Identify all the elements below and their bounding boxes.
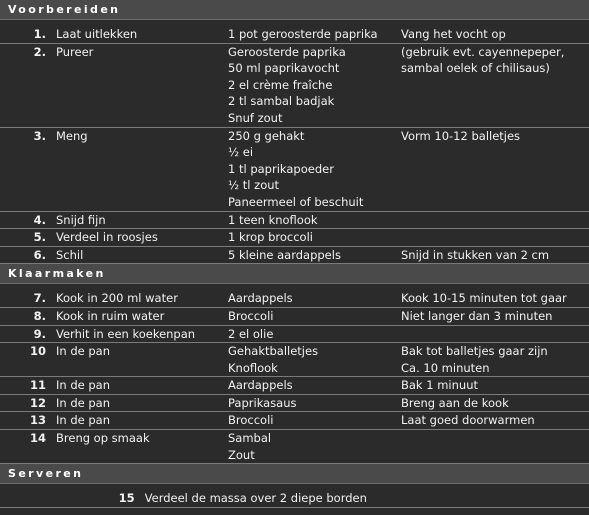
ingredient-line: 2 el olie bbox=[228, 326, 274, 341]
ingredient-line: 1 pot geroosterde paprika bbox=[228, 27, 378, 41]
note-line: Niet langer dan 3 minuten bbox=[401, 308, 553, 323]
step-number: 14 bbox=[29, 431, 46, 446]
step-notes bbox=[401, 211, 589, 229]
section-header: Serveren bbox=[0, 464, 589, 484]
step-action: Kook in 200 ml water bbox=[56, 291, 178, 306]
step-notes bbox=[401, 325, 589, 343]
step-row bbox=[0, 377, 589, 395]
step-ingredients bbox=[228, 430, 401, 464]
step-row bbox=[0, 430, 589, 464]
note-line: Bak tot balletjes gaar zijn bbox=[401, 344, 548, 359]
ingredient-line: Broccoli bbox=[228, 308, 274, 323]
note-line: Ca. 10 minuten bbox=[401, 360, 490, 375]
step-ingredients bbox=[228, 127, 401, 211]
step-action: In de pan bbox=[56, 413, 111, 428]
section-header: Klaarmaken bbox=[0, 264, 589, 284]
step-row bbox=[0, 229, 589, 247]
note-line: Vang het vocht op bbox=[401, 27, 506, 41]
step-action: Laat uitlekken bbox=[56, 27, 138, 41]
steps-table bbox=[0, 290, 589, 464]
step-ingredients bbox=[228, 290, 401, 307]
step-number: 1. bbox=[33, 27, 46, 41]
step-ingredients bbox=[228, 26, 401, 43]
step-number: 3. bbox=[33, 128, 46, 143]
step-notes bbox=[401, 229, 589, 247]
steps-table bbox=[0, 26, 589, 264]
note-line: Snijd in stukken van 2 cm bbox=[401, 247, 550, 262]
step-number: 12 bbox=[29, 395, 46, 410]
ingredient-line: Aardappels bbox=[228, 378, 293, 393]
step-row bbox=[0, 127, 589, 211]
ingredient-line: Broccoli bbox=[228, 413, 274, 428]
step-ingredients bbox=[228, 229, 401, 247]
step-ingredients bbox=[228, 343, 401, 377]
step-number: 7. bbox=[33, 291, 46, 306]
step-action: Pureer bbox=[56, 44, 94, 59]
step-ingredients bbox=[228, 307, 401, 325]
note-line: (gebruik evt. cayennepeper, bbox=[401, 44, 565, 59]
step-row bbox=[0, 246, 589, 264]
ingredient-line: 1 krop broccoli bbox=[228, 230, 313, 245]
step-action: In de pan bbox=[56, 395, 111, 410]
step-number: 11 bbox=[29, 378, 46, 393]
step-number: 9. bbox=[33, 326, 46, 341]
step-notes bbox=[401, 26, 589, 43]
note-line: Kook 10-15 minuten tot gaar bbox=[401, 291, 567, 306]
step-number: 8. bbox=[33, 308, 46, 323]
ingredient-line: Zout bbox=[228, 447, 255, 462]
step-row bbox=[0, 307, 589, 325]
step-notes bbox=[401, 430, 589, 464]
ingredient-line: Aardappels bbox=[228, 291, 293, 306]
ingredient-line: 2 el crème fraîche bbox=[228, 77, 333, 92]
ingredient-line: Sambal bbox=[228, 431, 272, 446]
step-notes bbox=[401, 290, 589, 307]
step-number: 13 bbox=[29, 413, 46, 428]
step-action: Schil bbox=[56, 247, 84, 262]
ingredient-line: Paprikasaus bbox=[228, 395, 297, 410]
ingredient-line: Snuf zout bbox=[228, 110, 283, 125]
step-notes bbox=[401, 343, 589, 377]
ingredient-line: Geroosterde paprika bbox=[228, 44, 346, 59]
ingredient-line: 5 kleine aardappels bbox=[228, 247, 341, 262]
ingredient-line: ½ tl zout bbox=[228, 178, 280, 193]
step-row bbox=[0, 26, 589, 43]
step-ingredients bbox=[228, 43, 401, 127]
step-row bbox=[0, 211, 589, 229]
step-ingredients bbox=[228, 246, 401, 264]
step-action: In de pan bbox=[56, 378, 111, 393]
step-notes bbox=[401, 307, 589, 325]
step-ingredients bbox=[228, 412, 401, 430]
step-action: Verdeel de massa over 2 diepe borden bbox=[144, 491, 367, 506]
ingredient-line: 250 g gehakt bbox=[228, 128, 305, 143]
step-action: Kook in ruim water bbox=[56, 308, 165, 323]
step-number: 6. bbox=[33, 247, 46, 262]
step-row bbox=[0, 290, 589, 307]
step-ingredients bbox=[228, 211, 401, 229]
section-header: Voorbereiden bbox=[0, 0, 589, 20]
step-notes bbox=[401, 127, 589, 211]
step-row bbox=[0, 490, 589, 507]
note-line: Bak 1 minuut bbox=[401, 378, 478, 393]
note-line: Laat goed doorwarmen bbox=[401, 413, 535, 428]
ingredient-line: 50 ml paprikavocht bbox=[228, 61, 340, 76]
step-notes bbox=[401, 394, 589, 412]
step-action: Verhit in een koekenpan bbox=[56, 326, 196, 341]
step-row bbox=[0, 412, 589, 430]
ingredient-line: 2 tl sambal badjak bbox=[228, 94, 335, 109]
step-row bbox=[0, 343, 589, 377]
ingredient-line: Knoflook bbox=[228, 360, 278, 375]
step-notes bbox=[401, 377, 589, 395]
step-ingredients bbox=[228, 394, 401, 412]
step-ingredients bbox=[228, 325, 401, 343]
step-number: 15 bbox=[118, 491, 135, 506]
note-line: sambal oelek of chilisaus) bbox=[401, 61, 550, 76]
step-notes bbox=[401, 43, 589, 127]
ingredient-line: ½ ei bbox=[228, 145, 254, 160]
step-action: Snijd fijn bbox=[56, 212, 106, 227]
ingredient-line: Gehaktballetjes bbox=[228, 344, 319, 359]
ingredient-line: 1 tl paprikapoeder bbox=[228, 161, 334, 176]
steps-table bbox=[0, 490, 589, 508]
step-action: Meng bbox=[56, 128, 88, 143]
step-row bbox=[0, 394, 589, 412]
step-action: Verdeel in roosjes bbox=[56, 230, 158, 245]
step-action: In de pan bbox=[56, 344, 111, 359]
step-row bbox=[0, 43, 589, 127]
step-notes bbox=[401, 412, 589, 430]
step-number: 2. bbox=[33, 44, 46, 59]
step-number: 5. bbox=[33, 230, 46, 245]
step-notes bbox=[401, 246, 589, 264]
step-action: Breng op smaak bbox=[56, 431, 150, 446]
ingredient-line: Paneermeel of beschuit bbox=[228, 194, 364, 209]
ingredient-line: 1 teen knoflook bbox=[228, 212, 318, 227]
step-number: 4. bbox=[33, 212, 46, 227]
step-number: 10 bbox=[29, 344, 46, 359]
step-row bbox=[0, 325, 589, 343]
note-line: Breng aan de kook bbox=[401, 395, 509, 410]
step-ingredients bbox=[228, 377, 401, 395]
note-line: Vorm 10-12 balletjes bbox=[401, 128, 521, 143]
